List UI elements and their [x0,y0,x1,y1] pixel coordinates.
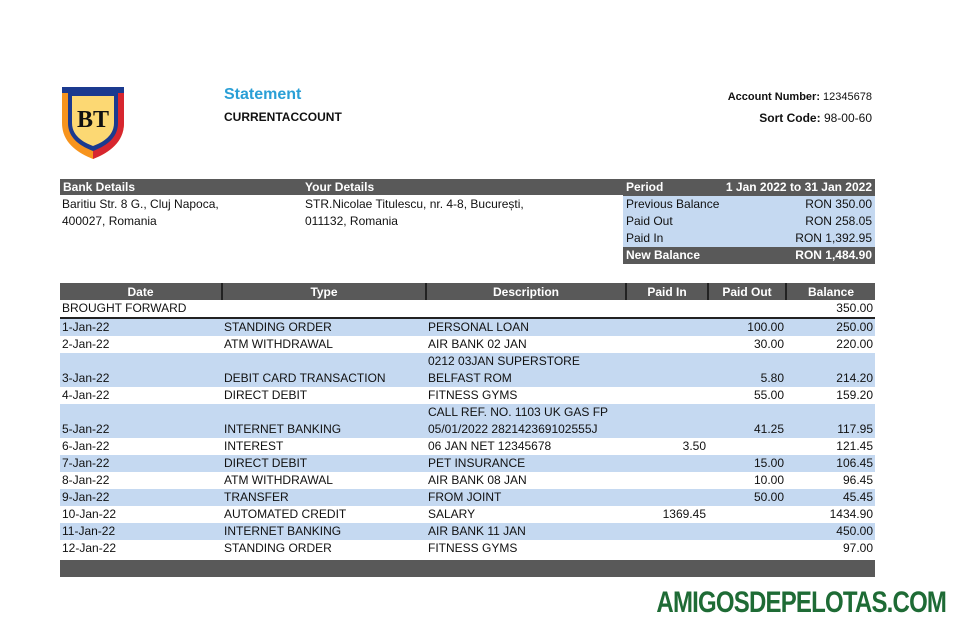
cell-type: TRANSFER [222,489,426,506]
brought-forward-row [60,300,875,318]
brought-forward-balance: 350.00 [786,300,875,318]
transactions-table [60,283,875,557]
account-number-label: Account Number: [727,91,820,103]
cell-paid-in: 3.50 [682,439,706,453]
cell-description: PET INSURANCE [426,455,626,472]
new-balance-value: RON 1,484.90 [795,248,872,262]
table-row [60,489,875,506]
cell-type: INTEREST [224,439,284,453]
cell-description: FROM JOINT [426,489,626,506]
cell-paid-out: 30.00 [753,337,784,351]
cell-description: 06 JAN NET 12345678 [428,439,552,453]
cell-paid-out [708,540,786,557]
table-row [60,455,875,472]
column-header-type: Type [222,283,426,300]
cell-description: FITNESS GYMS [428,388,518,402]
sort-code-value: 98-00-60 [823,111,872,125]
cell-description: AIR BANK 11 JAN [426,523,626,540]
cell-type: ATM WITHDRAWAL [224,473,333,487]
your-details-label: Your Details [305,180,375,194]
cell-paid-in [626,472,708,489]
cell-paid-out: 50.00 [708,489,786,506]
customer-address-line: 011132, Romania [305,214,398,228]
column-header-balance: Balance [786,283,875,300]
cell-paid-out: 100.00 [708,318,786,336]
paid-in-value: RON 1,392.95 [795,231,872,245]
column-header-paid-out: Paid Out [708,283,786,300]
cell-type: AUTOMATED CREDIT [224,507,347,521]
table-row [60,523,875,540]
cell-date: 7-Jan-22 [60,455,222,472]
cell-paid-in [626,489,708,506]
cell-type: ATM WITHDRAWAL [224,337,333,351]
cell-balance: 1434.90 [829,507,873,521]
cell-balance: 97.00 [842,541,873,555]
period-label: Period [626,180,664,194]
cell-description: SALARY [428,507,476,521]
cell-date: 9-Jan-22 [60,489,222,506]
cell-description: CALL REF. NO. 1103 UK GAS FP 05/01/2022 282142369102555J [426,404,626,438]
cell-date: 2-Jan-22 [62,337,110,351]
cell-balance: 96.45 [842,473,873,487]
cell-date: 8-Jan-22 [62,473,110,487]
cell-type: INTERNET BANKING [222,523,426,540]
cell-balance: 45.45 [786,489,875,506]
cell-paid-out: 41.25 [708,404,786,438]
cell-description: AIR BANK 08 JAN [428,473,527,487]
cell-paid-in [626,387,708,404]
cell-paid-out: 10.00 [753,473,784,487]
cell-description: FITNESS GYMS [428,541,518,555]
previous-balance-label: Previous Balance [626,197,720,211]
table-row [60,472,875,489]
cell-date: 11-Jan-22 [60,523,222,540]
cell-paid-out: 55.00 [753,388,784,402]
cell-type: STANDING ORDER [222,318,426,336]
cell-description: 0212 03JAN SUPERSTORE BELFAST ROM [426,353,626,387]
account-number-value: 12345678 [823,91,872,103]
svg-text:BT: BT [76,107,110,133]
cell-type: DEBIT CARD TRANSACTION [222,353,426,387]
cell-paid-in: 1369.45 [662,507,706,521]
previous-balance-value: RON 350.00 [805,197,872,211]
column-header-paid-in: Paid In [626,283,708,300]
period-value: 1 Jan 2022 to 31 Jan 2022 [725,180,872,194]
cell-balance: 106.45 [786,455,875,472]
bank-logo [58,83,128,161]
cell-paid-in [626,455,708,472]
cell-paid-in [626,523,708,540]
cell-date: 10-Jan-22 [62,507,117,521]
watermark: AMIGOSDEPELOTAS.COM [656,586,946,619]
sort-code [759,111,872,125]
statement-title: Statement [224,86,302,103]
cell-date: 5-Jan-22 [60,404,222,438]
cell-balance: 121.45 [836,439,873,453]
bank-address-line: Baritiu Str. 8 G., Cluj Napoca, [62,197,219,211]
table-footer-bar [60,560,875,577]
bank-address [62,196,219,230]
paid-out-value: RON 258.05 [805,214,872,228]
cell-date: 12-Jan-22 [62,541,117,555]
cell-date: 1-Jan-22 [60,318,222,336]
cell-balance: 220.00 [836,337,873,351]
cell-paid-out [708,506,786,523]
cell-type: STANDING ORDER [224,541,332,555]
new-balance-label: New Balance [626,248,701,262]
cell-paid-in [626,540,708,557]
account-type: CURRENTACCOUNT [224,110,342,124]
paid-in-label: Paid In [626,231,664,245]
cell-balance: 214.20 [786,353,875,387]
column-header-date: Date [60,283,222,300]
details-header-bar [60,179,623,195]
cell-description: AIR BANK 02 JAN [428,337,527,351]
cell-paid-out: 15.00 [708,455,786,472]
cell-type: DIRECT DEBIT [224,388,308,402]
cell-balance: 117.95 [786,404,875,438]
cell-type: INTERNET BANKING [222,404,426,438]
cell-type: DIRECT DEBIT [222,455,426,472]
account-number [728,91,872,103]
cell-paid-in [626,404,708,438]
cell-balance: 450.00 [786,523,875,540]
table-row [60,336,875,353]
brought-forward-label: BROUGHT FORWARD [60,300,786,318]
cell-paid-in [626,353,708,387]
cell-description: PERSONAL LOAN [426,318,626,336]
cell-paid-in [626,318,708,336]
table-row [60,540,875,557]
cell-paid-in [626,336,708,353]
table-row [60,404,875,438]
bank-details-label: Bank Details [63,180,136,194]
cell-date: 4-Jan-22 [62,388,110,402]
cell-paid-out [708,438,786,455]
cell-date: 3-Jan-22 [60,353,222,387]
table-row [60,318,875,336]
cell-paid-out: 5.80 [708,353,786,387]
table-row [60,438,875,455]
cell-paid-out [708,523,786,540]
bank-address-line: 400027, Romania [62,214,157,228]
balance-summary [623,179,875,264]
paid-out-label: Paid Out [626,214,673,228]
customer-address [305,196,524,230]
column-header-description: Description [426,283,626,300]
customer-address-line: STR.Nicolae Titulescu, nr. 4-8, București, [305,197,524,211]
cell-balance: 250.00 [786,318,875,336]
table-row [60,387,875,404]
sort-code-label: Sort Code: [759,111,821,125]
table-row [60,506,875,523]
cell-balance: 159.20 [836,388,873,402]
table-row [60,353,875,387]
cell-date: 6-Jan-22 [62,439,110,453]
